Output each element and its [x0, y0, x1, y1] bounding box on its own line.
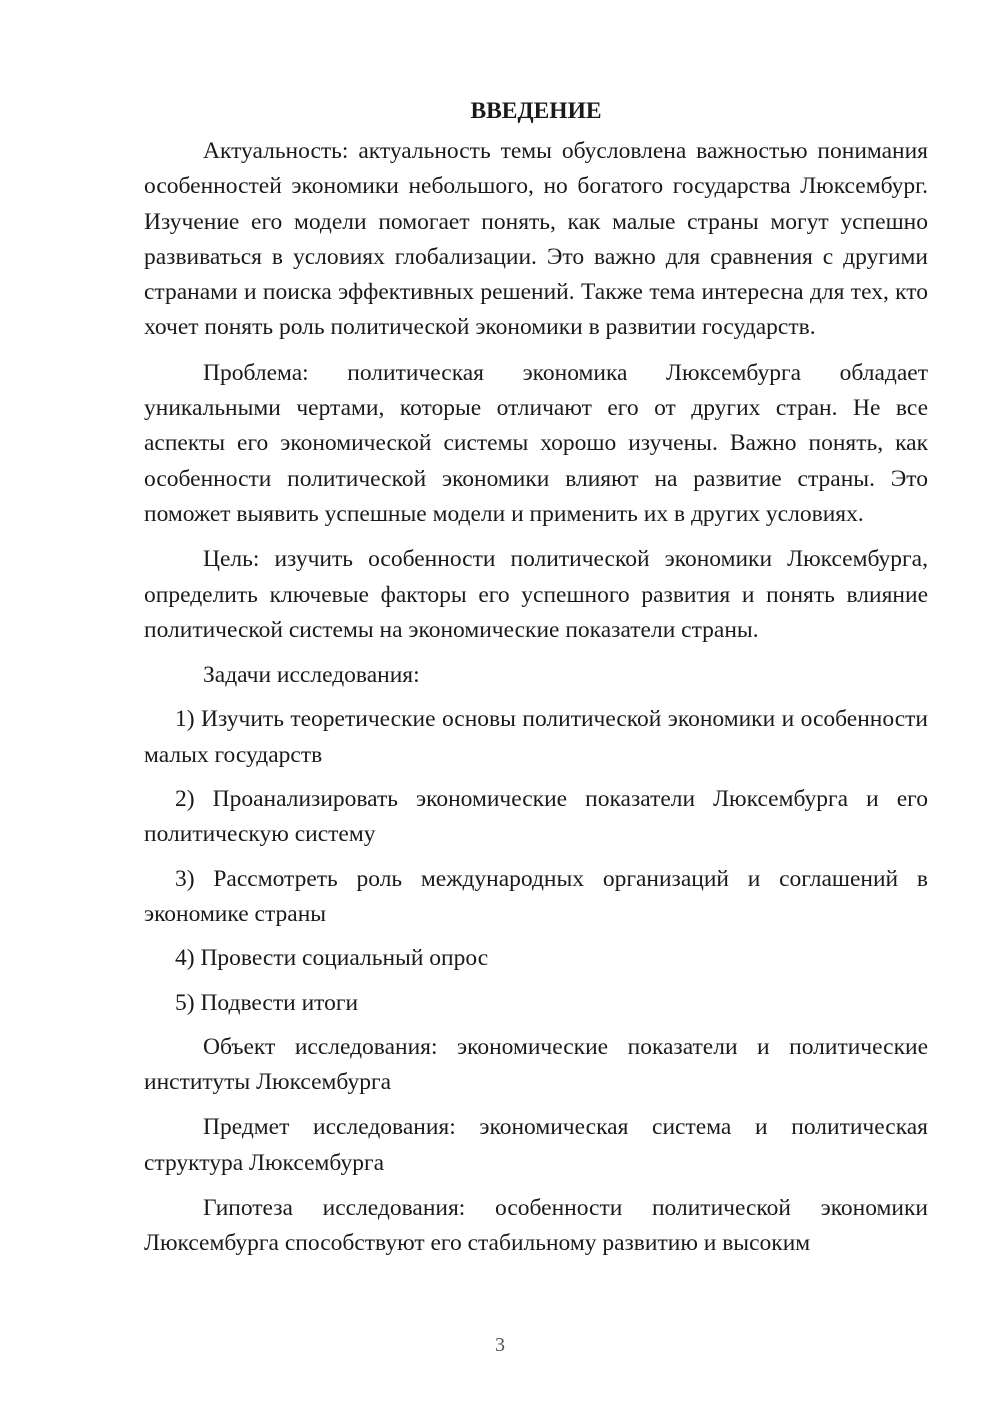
document-page	[144, 92, 928, 1272]
paragraph-subject: Предмет исследования: экономическая система и политическая структура Люксембурга	[144, 1114, 928, 1176]
list-item: 2) Проанализировать экономические показатели Люксембурга и его политическую систему	[144, 786, 928, 848]
list-item: 5) Подвести итоги	[175, 989, 359, 1016]
tasks-list	[144, 702, 928, 1020]
paragraph-problem: Проблема: политическая экономика Люксембурга обладает уникальными чертами, которые отличают его от других стран. Не все аспекты его экономической системы хорошо изучены. Важно понять, как особенности политической экономики влияют на развитие страны. Это поможет выявить успешные модели и применить их в других условиях.	[144, 359, 928, 527]
page-number: 3	[495, 1334, 505, 1356]
list-item: 1) Изучить теоретические основы политической экономики и особенности малых государств	[144, 706, 928, 768]
paragraph-hypothesis: Гипотеза исследования: особенности политической экономики Люксембурга способствуют его стабильному развитию и высоким	[144, 1195, 928, 1257]
list-item: 3) Рассмотреть роль международных организаций и соглашений в экономике страны	[144, 865, 928, 927]
list-item: 4) Провести социальный опрос	[175, 945, 489, 972]
tasks-heading: Задачи исследования:	[203, 662, 420, 689]
section-title: ВВЕДЕНИЕ	[470, 98, 602, 124]
paragraph-goal: Цель: изучить особенности политической экономики Люксембурга, определить ключевые факторы его успешного развития и понять влияние политической системы на экономические показатели страны.	[144, 546, 928, 643]
paragraph-object: Объект исследования: экономические показатели и политические институты Люксембурга	[144, 1033, 928, 1096]
paragraph-relevance: Актуальность: актуальность темы обусловлена важностью понимания особенностей экономики небольшого, но богатого государства Люксембург. Изучение его модели помогает понять, как малые страны могут успешно развиваться в условиях глобализации. Это важно для сравнения с другими странами и поиска эффективных решений. Также тема интересна для тех, кто хочет понять роль политической экономики в развитии государств.	[144, 138, 928, 341]
